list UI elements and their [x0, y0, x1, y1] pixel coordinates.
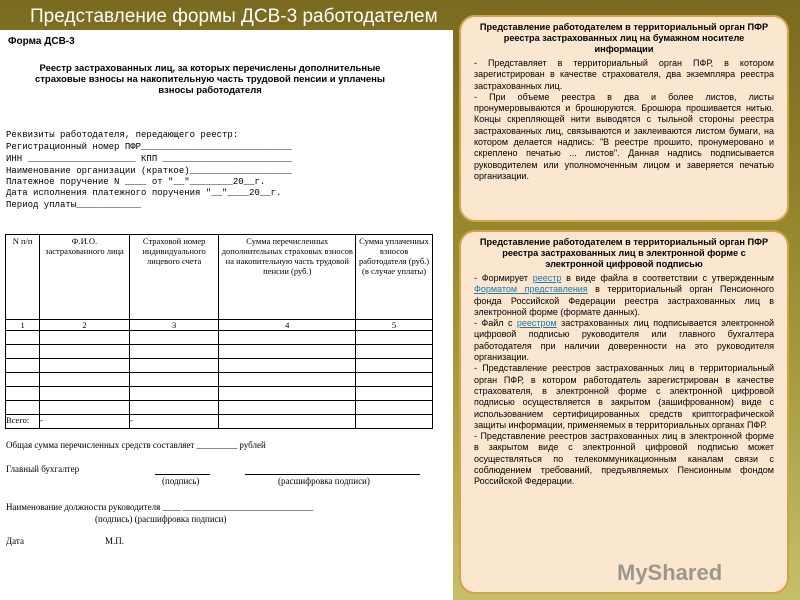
box1-paragraph: - Представляет в территориальный орган ПФР, в котором зарегистрирован в качестве страхователя, два экземпляра реестра застрахованных лиц. [474, 58, 774, 91]
box1-paragraph: - При объеме реестра в два и более листов, листы пронумеровываются и брошюруются. Брошюра прошивается нитью. Концы скрепляющей нити выводятся с тыльной стороны реестра застрахованных лиц, связываются и заклеиваются листом бумаги, на котором делается надпись: "В реестре прошито, пронумеровано и скреплено печатью ... листов". Данная надпись подписывается руководителем или уполномоченным лицом и заверяется печатью организации. [474, 91, 774, 181]
slide-title: Представление формы ДСВ-3 работодателем [30, 6, 438, 27]
form-line: ИНН ____________________ КПП ________________________ [6, 154, 293, 164]
table-row [6, 359, 433, 373]
table-row [6, 387, 433, 401]
form-name: Форма ДСВ-3 [8, 36, 75, 47]
decryption-line [245, 464, 420, 475]
paper-submission-box [459, 15, 789, 222]
box1-title: Представление работодателем в территориальный орган ПФР реестра застрахованных лиц на бумажном носителе информации [479, 22, 769, 54]
col-header: Страховой номер индивидуального лицевого счета [129, 235, 219, 320]
total-dash: - [40, 415, 130, 429]
total-row [6, 415, 433, 429]
col-header: Ф.И.О. застрахованного лица [40, 235, 130, 320]
box2-paragraph: - Представление реестров застрахованных лиц в территориальный орган ПФР, в котором работодатель зарегистрирован в качестве страхователя, в электронной форме с электронной цифровой подписью осуществляется в закрытом (зашифрованном) виде с использованием сертифицированных средств криптографической защиты информации, применяемых в территориальных органах ПФР. [474, 363, 774, 430]
col-header: N п/п [6, 235, 40, 320]
text: в виде файла в соответствии с утвержденным [561, 273, 774, 283]
table-row [6, 401, 433, 415]
col-number: 1 [6, 320, 40, 331]
total-label: Всего: [6, 415, 40, 429]
form-line: Наименование организации (краткое)___________________ [6, 166, 293, 176]
form-line: Платежное поручение N ____ от "__"________20__г. [6, 177, 266, 187]
text: - Формирует [474, 273, 533, 283]
head-signature-caption: (подпись) (расшифровка подписи) [95, 514, 227, 524]
box2-paragraph [474, 273, 774, 318]
registry-link-2[interactable]: реестром [516, 318, 557, 329]
table-row [6, 345, 433, 359]
col-number: 4 [219, 320, 356, 331]
form-line: Дата исполнения платежного поручения "__"____20__г. [6, 188, 282, 198]
date-label: Дата [6, 536, 24, 546]
registry-title: Реестр застрахованных лиц, за которых перечислены дополнительные страховые взносы на накопительную часть трудовой пенсии и уплачены взносы работодателя [34, 63, 386, 96]
registry-table [5, 234, 433, 429]
col-number: 2 [40, 320, 130, 331]
col-header: Сумма перечисленных дополнительных страховых взносов на накопительную часть трудовой пенсии (руб.) [219, 235, 356, 320]
form-line: Реквизиты работодателя, передающего реестр: [6, 130, 239, 140]
format-link[interactable]: Форматом представления [474, 284, 588, 295]
table-row [6, 373, 433, 387]
col-number: 5 [356, 320, 433, 331]
text: - Файл с [474, 318, 517, 329]
box2-paragraph [474, 318, 774, 363]
text: в территориальный орган Пенсионного фонда Российской Федерации реестра застрахованных лиц в электронной форме (формате данных). [474, 284, 774, 317]
col-header: Сумма уплаченных взносов работодателя (руб.) (в случае уплаты) [356, 235, 433, 320]
stamp-label: М.П. [105, 536, 125, 546]
watermark: MyShared [617, 560, 723, 585]
form-line: Период уплаты____________ [6, 200, 142, 210]
total-sum: Общая сумма перечисленных средств составляет _________ рублей [6, 440, 266, 450]
box2-paragraph: - Представление реестров застрахованных лиц в электронной форме в закрытом виде с электронной цифровой подписью может осуществляться по телекоммуникационным каналам связи с соблюдением требований, предъявляемых Пенсионным фондом Российской Федерации. [474, 431, 774, 487]
total-dash: - [129, 415, 219, 429]
col-number: 3 [129, 320, 219, 331]
chief-accountant-label: Главный бухгалтер [6, 464, 80, 474]
head-position: Наименование должности руководителя ____ _____________________________ [6, 502, 314, 512]
box2-title: Представление работодателем в территориальный орган ПФР реестра застрахованных лиц в электронной форме с электронной цифровой подписью [479, 237, 769, 269]
registry-link[interactable]: реестр [532, 273, 562, 283]
form-line: Регистрационный номер ПФР____________________________ [6, 142, 293, 152]
table-row [6, 331, 433, 345]
electronic-submission-box [459, 230, 789, 594]
signature-line [155, 464, 210, 475]
decryption-caption: (расшифровка подписи) [278, 476, 370, 486]
text: застрахованных лиц подписывается электронной цифровой подписью руководителя или главного бухгалтера работодателя при наличии доверенности на это руководителя организации. [474, 318, 774, 363]
form-document [0, 30, 453, 600]
signature-caption: (подпись) [162, 476, 200, 486]
